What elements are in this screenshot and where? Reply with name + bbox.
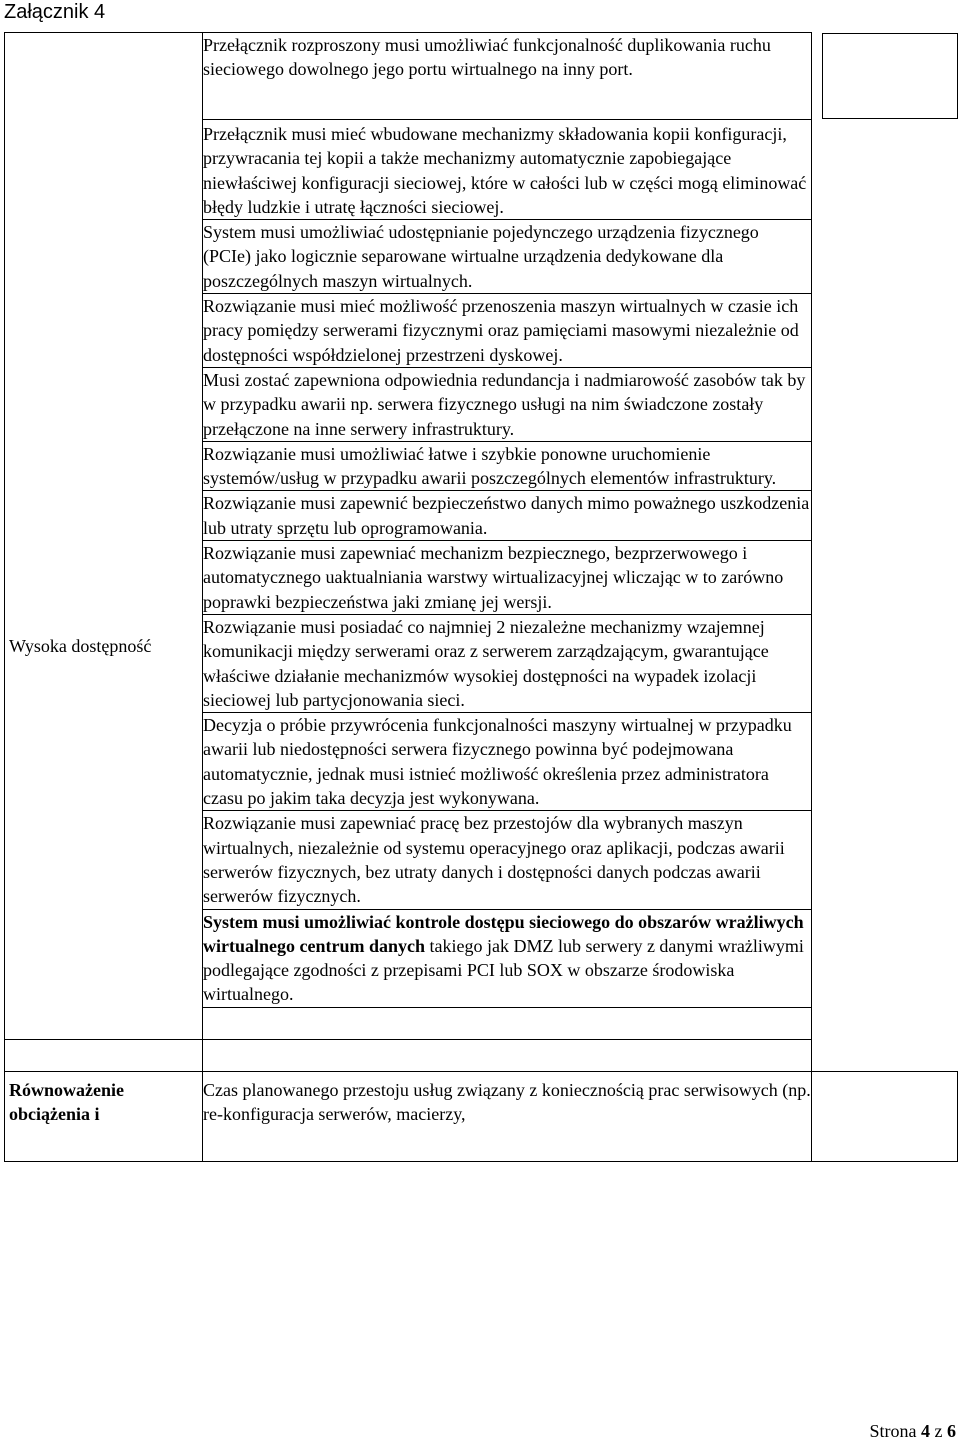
requirement-cell [203, 120, 812, 220]
page-prefix: Strona [869, 1421, 921, 1441]
requirement-cell [203, 1071, 812, 1161]
requirement-text: Rozwiązanie musi mieć możliwość przenoszenia maszyn wirtualnych w czasie ich pracy pomiędzy serwerami fizycznymi oraz pamięciami masowymi niezależnie od dostępności współdzielonej przestrzeni dyskowej. [203, 296, 799, 365]
requirement-cell [203, 811, 812, 909]
answer-cell [812, 33, 958, 1040]
requirements-table [4, 32, 958, 1162]
requirement-cell [203, 367, 812, 441]
empty-answer-cell[interactable] [812, 1039, 958, 1071]
requirement-cell [203, 294, 812, 368]
category-cell [5, 1071, 203, 1161]
total-pages: 6 [947, 1421, 956, 1441]
requirement-text: Musi zostać zapewniona odpowiednia redundancja i nadmiarowość zasobów tak by w przypadku awarii np. serwera fizycznego usługi na nim świadczone zostały przełączone na inne serwery infrastruktury. [203, 369, 806, 439]
requirement-text: Przełącznik rozproszony musi umożliwiać funkcjonalność duplikowania ruchu sieciowego dowolnego jego portu wirtualnego na inny port. [203, 35, 771, 80]
requirement-text: Rozwiązanie musi zapewniać mechanizm bezpiecznego, bezprzerwowego i automatycznego uaktualniania warstwy wirtualizacyjnej wliczając w to zarówno poprawki bezpieczeństwa jaki zmianę jej wersji. [203, 543, 784, 612]
requirement-text: Decyzja o próbie przywrócenia funkcjonalności maszyny wirtualnej w przypadku awarii lub niedostępności serwera fizycznego powinna być podejmowana automatycznie, jednak musi istnieć możliwość określenia przez administratora czasu po jakim taka decyzja jest wykonywana. [203, 715, 792, 809]
requirement-normal-text: takiego jak DMZ lub serwery z danymi wrażliwymi podlegające zgodności z przepisami PCI lub SOX w obszarze środowiska wirtualnego. [203, 935, 804, 1005]
category-label: Równoważenie obciążenia i [9, 1079, 124, 1124]
requirement-cell [203, 441, 812, 491]
requirement-text: Rozwiązanie musi zapewniać pracę bez przestojów dla wybranych maszyn wirtualnych, niezależnie od systemu operacyjnego oraz aplikacji, podczas awarii serwerów fizycznych, bez utraty danych i dostępności danych podczas awarii serwerów fizycznych. [203, 813, 785, 907]
answer-box[interactable] [822, 33, 958, 119]
page-number [870, 1420, 957, 1442]
page-separator: z [930, 1421, 947, 1441]
requirement-text: Rozwiązanie musi umożliwiać łatwe i szybkie ponowne uruchomienie systemów/usług w przypadku awarii poszczególnych elementów infrastruktury. [203, 443, 777, 489]
requirement-cell [203, 541, 812, 615]
empty-category-cell [5, 1039, 203, 1071]
requirement-cell [203, 33, 812, 120]
table-row [5, 1039, 958, 1071]
requirement-text [203, 910, 811, 1007]
answer-cell[interactable] [812, 1071, 958, 1161]
requirement-cell [203, 909, 812, 1007]
empty-requirement-cell[interactable] [203, 1039, 812, 1071]
category-label: Wysoka dostępność [9, 635, 152, 656]
requirement-text: Rozwiązanie musi posiadać co najmniej 2 niezależne mechanizmy wzajemnej komunikacji między serwerami oraz z serwerem zarządzającym, gwarantujące właściwe działanie mechanizmów wysokiej dostępności na wypadek izolacji sieciowej lub partycjonowania sieci. [203, 616, 769, 710]
current-page: 4 [921, 1421, 930, 1441]
requirement-text: Czas planowanego przestoju usług związany z koniecznością prac serwisowych (np. re-konfiguracja serwerów, macierzy, [203, 1079, 811, 1124]
category-cell [5, 33, 203, 1040]
table-row [5, 1071, 958, 1161]
requirement-cell [203, 220, 812, 294]
table-row [5, 33, 958, 120]
requirement-text: Przełącznik musi mieć wbudowane mechanizmy składowania kopii konfiguracji, przywracania tej kopii a także mechanizmy automatycznie zapobiegające niewłaściwej konfiguracji sieciowej, które w całości lub w części mogą eliminować błędy ludzkie i utratę łączności sieciowej. [203, 124, 807, 217]
requirement-cell [203, 713, 812, 811]
requirement-bold-text: System musi umożliwiać kontrole dostępu sieciowego do obszarów wrażliwych wirtualnego centrum danych [203, 911, 804, 956]
empty-requirement-cell[interactable] [203, 1007, 812, 1039]
attachment-title: Załącznik 4 [4, 1, 106, 23]
requirement-text: Rozwiązanie musi zapewnić bezpieczeństwo danych mimo poważnego uszkodzenia lub utraty sprzętu lub oprogramowania. [203, 493, 810, 538]
requirement-cell [203, 491, 812, 541]
requirement-text: System musi umożliwiać udostępnianie pojedynczego urządzenia fizycznego (PCIe) jako logicznie separowane wirtualne urządzenia dedykowane dla poszczególnych maszyn wirtualnych. [203, 222, 759, 291]
requirement-cell [203, 614, 812, 712]
